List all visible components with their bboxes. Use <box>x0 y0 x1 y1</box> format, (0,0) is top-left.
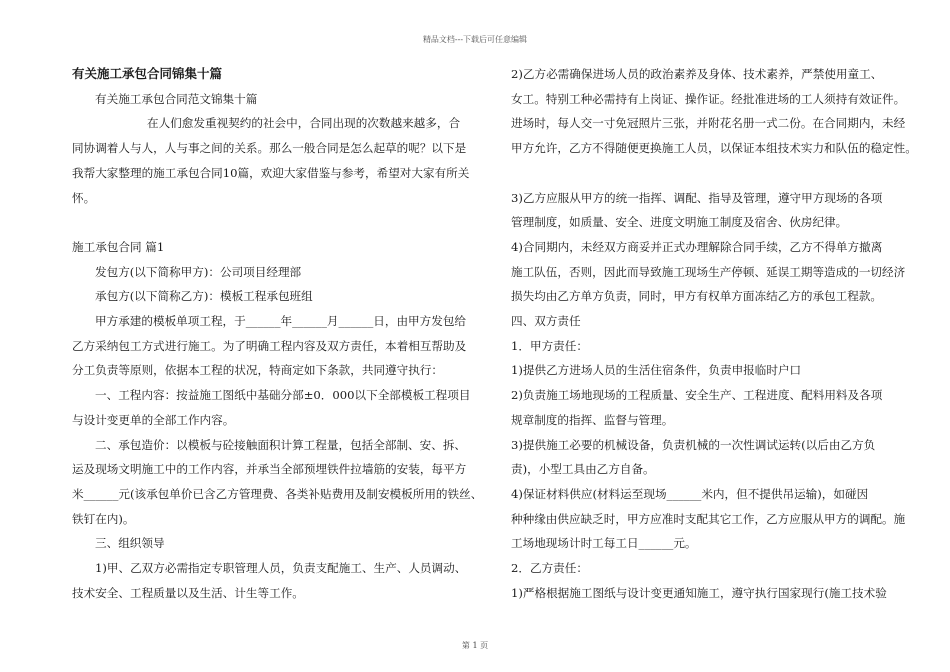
right-paragraph-line-13: 1)提供乙方进场人员的生活住宿条件，负责申报临时户口 <box>511 363 802 378</box>
left-paragraph-line-5: 我帮大家整理的施工承包合同10篇，欢迎大家借鉴与参考，希望对大家有所关 <box>72 165 470 180</box>
right-column <box>511 62 917 605</box>
right-paragraph-line-19: 种种缘由供应缺乏时，甲方应准时支配其它工作，乙方应服从甲方的调配。施 <box>511 511 906 526</box>
right-paragraph-line-15: 规章制度的指挥、监督与管理。 <box>511 412 674 427</box>
page-number: 第 1 页 <box>461 641 489 650</box>
right-paragraph-line-9: 施工队伍，否则，因此而导致施工现场生产停顿、延误工期等造成的一切经济 <box>511 264 906 279</box>
left-paragraph-line-11: 甲方承建的模板单项工程，于______年______月______日，由甲方发包给 <box>95 314 467 329</box>
left-paragraph-line-4: 同协调着人与人，人与事之间的关系。那么一般合同是怎么起草的呢？以下是 <box>72 141 467 156</box>
left-paragraph-line-9: 发包方(以下简称甲方)：公司项目经理部 <box>95 264 302 279</box>
left-paragraph-line-16: 二、承包造价：以模板与砼接触面积计算工程量，包括全部制、安、拆、 <box>95 437 467 452</box>
right-paragraph-line-4: 甲方允许，乙方不得随便更换施工人员，以保证本组技术实力和队伍的稳定性。 <box>511 141 917 156</box>
right-paragraph-line-10: 损失均由乙方单方负责，同时，甲方有权单方面冻结乙方的承包工程款。 <box>511 289 883 304</box>
right-paragraph-line-3: 进场时，每人交一寸免冠照片三张，并附花名册一式二份。在合同期内，未经 <box>511 116 906 131</box>
left-paragraph-line-13: 分工负责等原则，依据本工程的状况，特商定如下条款，共同遵守执行： <box>72 363 444 378</box>
left-paragraph-line-14: 一、工程内容：按益施工图纸中基础分部±0．000以下全部模板工程项目 <box>95 388 471 403</box>
right-paragraph-line-20: 工场地现场计时工每工日______元。 <box>511 536 697 551</box>
left-paragraph-line-3: 在人们愈发重视契约的社会中，合同出现的次数越来越多，合 <box>147 116 461 131</box>
left-paragraph-line-18: 米______元(该承包单价已含乙方管理费、各类补贴费用及制安模板所用的铁丝、 <box>72 486 483 501</box>
left-paragraph-line-6: 怀。 <box>72 190 96 205</box>
left-paragraph-line-17: 运及现场文明施工中的工作内容，并承当全部预埋铁件拉墙筋的安装，每平方 <box>72 462 467 477</box>
right-paragraph-line-5 <box>511 161 881 186</box>
right-paragraph-line-22: 1)严格根据施工图纸与设计变更通知施工，遵守执行国家现行(施工技术验 <box>511 585 887 600</box>
right-paragraph-line-17: 责)，小型工具由乙方自备。 <box>511 462 655 477</box>
right-paragraph-line-1: 2)乙方必需确保进场人员的政治素养及身体、技术素养，严禁使用童工、 <box>511 67 883 81</box>
right-paragraph-line-16: 3)提供施工必要的机械设备，负责机械的一次性调试运转(以后由乙方负 <box>511 437 876 452</box>
left-paragraph-line-15: 与设计变更单的全部工作内容。 <box>72 412 235 427</box>
left-paragraph-line-12: 乙方采纳包工方式进行施工。为了明确工程内容及双方责任，本着相互帮助及 <box>72 338 467 353</box>
right-paragraph-line-6: 3)乙方应服从甲方的统一指挥、调配、指导及管理，遵守甲方现场的各项 <box>511 190 883 205</box>
right-paragraph-line-8: 4)合同期内，未经双方商妥并正式办理解除合同手续，乙方不得单方撤离 <box>511 239 883 254</box>
document-title: 有关施工承包合同锦集十篇 <box>72 66 223 81</box>
right-paragraph-line-11: 四、双方责任 <box>511 314 581 329</box>
right-paragraph-line-21: 2．乙方责任： <box>511 561 588 576</box>
right-paragraph-line-7: 管理制度，如质量、安全、进度文明施工制度及宿舍、伙房纪律。 <box>511 215 848 230</box>
left-paragraph-line-22: 技术安全、工程质量以及生活、计生等工作。 <box>72 585 304 600</box>
left-paragraph-line-21: 1)甲、乙双方必需指定专职管理人员，负责支配施工、生产、人员调动、 <box>95 561 467 576</box>
left-paragraph-line-7 <box>72 210 467 235</box>
right-paragraph-line-14: 2)负责施工场地现场的工程质量、安全生产、工程进度、配料用料及各项 <box>511 388 883 403</box>
left-paragraph-line-2: 有关施工承包合同范文锦集十篇 <box>95 91 258 106</box>
left-column <box>72 62 483 605</box>
right-paragraph-line-18: 4)保证材料供应(材料运至现场______米内，但不提供吊运输)，如碰因 <box>511 486 869 501</box>
left-paragraph-line-20: 三、组织领导 <box>95 536 165 551</box>
right-paragraph-line-2: 女工。特别工种必需持有上岗证、操作证。经批准进场的工人须持有效证件。 <box>511 91 906 106</box>
page-header-note: 精品文档---下载后可任意编辑 <box>422 35 528 44</box>
left-paragraph-line-8: 施工承包合同 篇1 <box>72 239 165 254</box>
right-paragraph-line-12: 1．甲方责任： <box>511 338 588 353</box>
left-paragraph-line-10: 承包方(以下简称乙方)：模板工程承包班组 <box>95 289 313 304</box>
left-paragraph-line-19: 铁钉在内)。 <box>72 511 135 526</box>
